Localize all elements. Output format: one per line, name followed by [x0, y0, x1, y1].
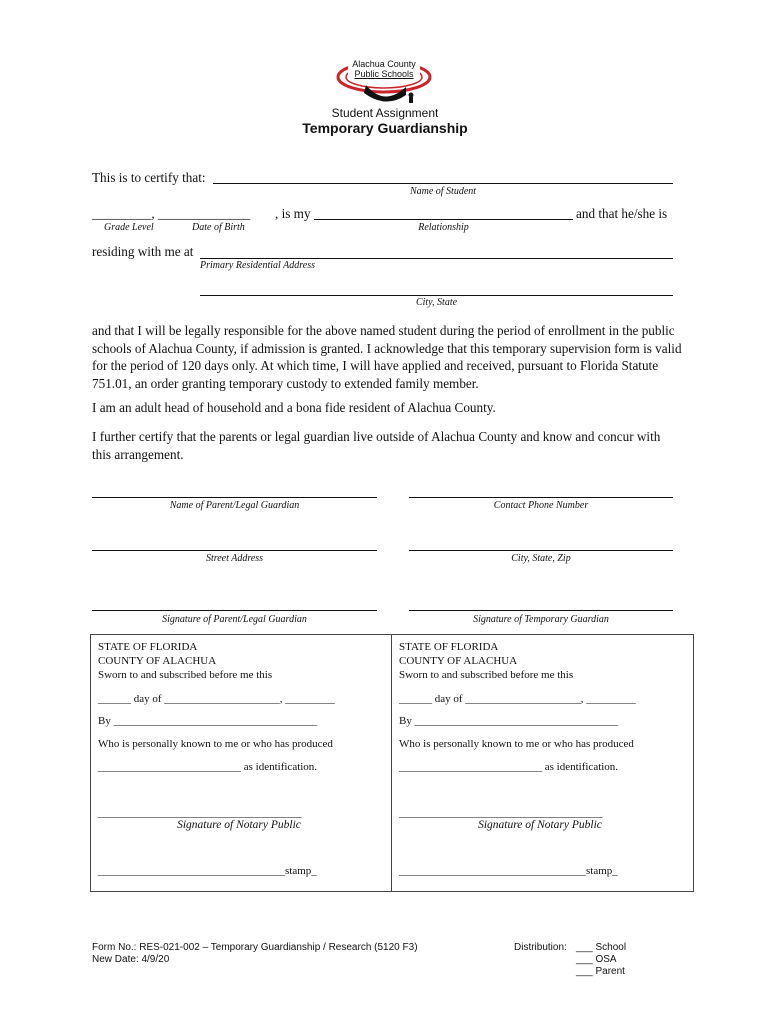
- distribution-osa[interactable]: ___ OSA: [576, 954, 617, 965]
- notary-right-sworn: Sworn to and subscribed before me this: [399, 669, 574, 681]
- street-line[interactable]: [92, 550, 377, 551]
- distribution-parent[interactable]: ___ Parent: [576, 966, 625, 977]
- grade-caption: Grade Level: [104, 222, 154, 233]
- notary-right-ident[interactable]: __________________________ as identification.: [399, 761, 619, 773]
- responsibility-paragraph: and that I will be legally responsible for the above named student during the period of enrollment in the public schools of Alachua County, if admission is granted. I acknowledge that this temporary supervision form is valid for the period of 120 days only. At which time, I will have applied and received, pursuant to Florida Statute 751.01, an order granting temporary custody to extended family member.: [92, 323, 682, 391]
- distribution-school[interactable]: ___ School: [576, 942, 627, 953]
- phone-caption: Contact Phone Number: [493, 500, 589, 511]
- form-footer: [92, 942, 418, 966]
- street-caption: Street Address: [205, 553, 264, 564]
- grade-dob-blanks[interactable]: _________, ______________: [92, 206, 251, 221]
- notary-left-county: COUNTY OF ALACHUA: [98, 655, 217, 667]
- form-number: Form No.: RES-021-002 – Temporary Guardianship / Research (5120 F3): [92, 942, 418, 953]
- residing-text: residing with me at: [92, 244, 194, 259]
- parent-signature-caption: Signature of Parent/Legal Guardian: [162, 614, 307, 625]
- city-zip-caption: City, State, Zip: [511, 553, 571, 564]
- notary-right-by[interactable]: By _____________________________________: [399, 715, 619, 727]
- notary-left-ident[interactable]: __________________________ as identification.: [98, 761, 318, 773]
- relationship-line[interactable]: [314, 219, 573, 220]
- notary-right-day[interactable]: ______ day of _____________________, _________: [399, 693, 636, 705]
- parent-name-caption: Name of Parent/Legal Guardian: [169, 500, 300, 511]
- city-zip-line[interactable]: [409, 550, 673, 551]
- notary-left-sig-line[interactable]: _____________________________________: [98, 807, 302, 819]
- form-title: Temporary Guardianship: [302, 120, 468, 136]
- notary-right-stamp[interactable]: __________________________________stamp_: [399, 865, 618, 877]
- student-name-line[interactable]: [213, 183, 673, 184]
- notary-left-stamp[interactable]: __________________________________stamp_: [98, 865, 317, 877]
- phone-line[interactable]: [409, 497, 673, 498]
- notary-right-state: STATE OF FLORIDA: [399, 641, 499, 653]
- form-new-date: New Date: 4/9/20: [92, 954, 170, 965]
- notary-right-county: COUNTY OF ALACHUA: [399, 655, 518, 667]
- parent-name-line[interactable]: [92, 497, 377, 498]
- temp-signature-line[interactable]: [409, 610, 673, 611]
- parents-statement: I further certify that the parents or legal guardian live outside of Alachua County and know and concur with this arrangement.: [92, 429, 661, 462]
- logo-line-2: Public Schools: [354, 69, 414, 79]
- notary-right: [399, 640, 689, 682]
- city-state-line[interactable]: [200, 295, 673, 296]
- form-subtitle: Student Assignment: [331, 106, 439, 120]
- notary-left: [98, 640, 388, 682]
- notary-left-by[interactable]: By _____________________________________: [98, 715, 318, 727]
- notary-right-known: Who is personally known to me or who has produced: [399, 738, 634, 750]
- parent-signature-line[interactable]: [92, 610, 377, 611]
- relationship-caption: Relationship: [418, 222, 469, 233]
- address-caption: Primary Residential Address: [200, 260, 315, 271]
- distribution-list: [576, 942, 626, 978]
- notary-divider: [391, 634, 392, 892]
- city-state-caption: City, State: [415, 297, 458, 308]
- district-logo: [334, 55, 434, 107]
- notary-left-sworn: Sworn to and subscribed before me this: [98, 669, 273, 681]
- logo-line-1: Alachua County: [352, 59, 416, 69]
- he-she-text: and that he/she is: [576, 206, 668, 221]
- is-my-text: , is my: [275, 206, 311, 221]
- temp-signature-caption: Signature of Temporary Guardian: [473, 614, 609, 625]
- certify-intro: This is to certify that:: [92, 170, 206, 185]
- address-line[interactable]: [200, 258, 673, 259]
- notary-right-sig-caption: Signature of Notary Public: [478, 819, 602, 831]
- dob-caption: Date of Birth: [192, 222, 245, 233]
- resident-statement: I am an adult head of household and a bona fide resident of Alachua County.: [92, 400, 496, 415]
- logo-text: [348, 59, 420, 79]
- notary-left-state: STATE OF FLORIDA: [98, 641, 198, 653]
- notary-left-known: Who is personally known to me or who has produced: [98, 738, 333, 750]
- student-name-caption: Name of Student: [409, 186, 477, 197]
- notary-left-sig-caption: Signature of Notary Public: [177, 819, 301, 831]
- distribution-label: Distribution:: [514, 942, 567, 953]
- notary-left-day[interactable]: ______ day of _____________________, _________: [98, 693, 335, 705]
- notary-right-sig-line[interactable]: _____________________________________: [399, 807, 603, 819]
